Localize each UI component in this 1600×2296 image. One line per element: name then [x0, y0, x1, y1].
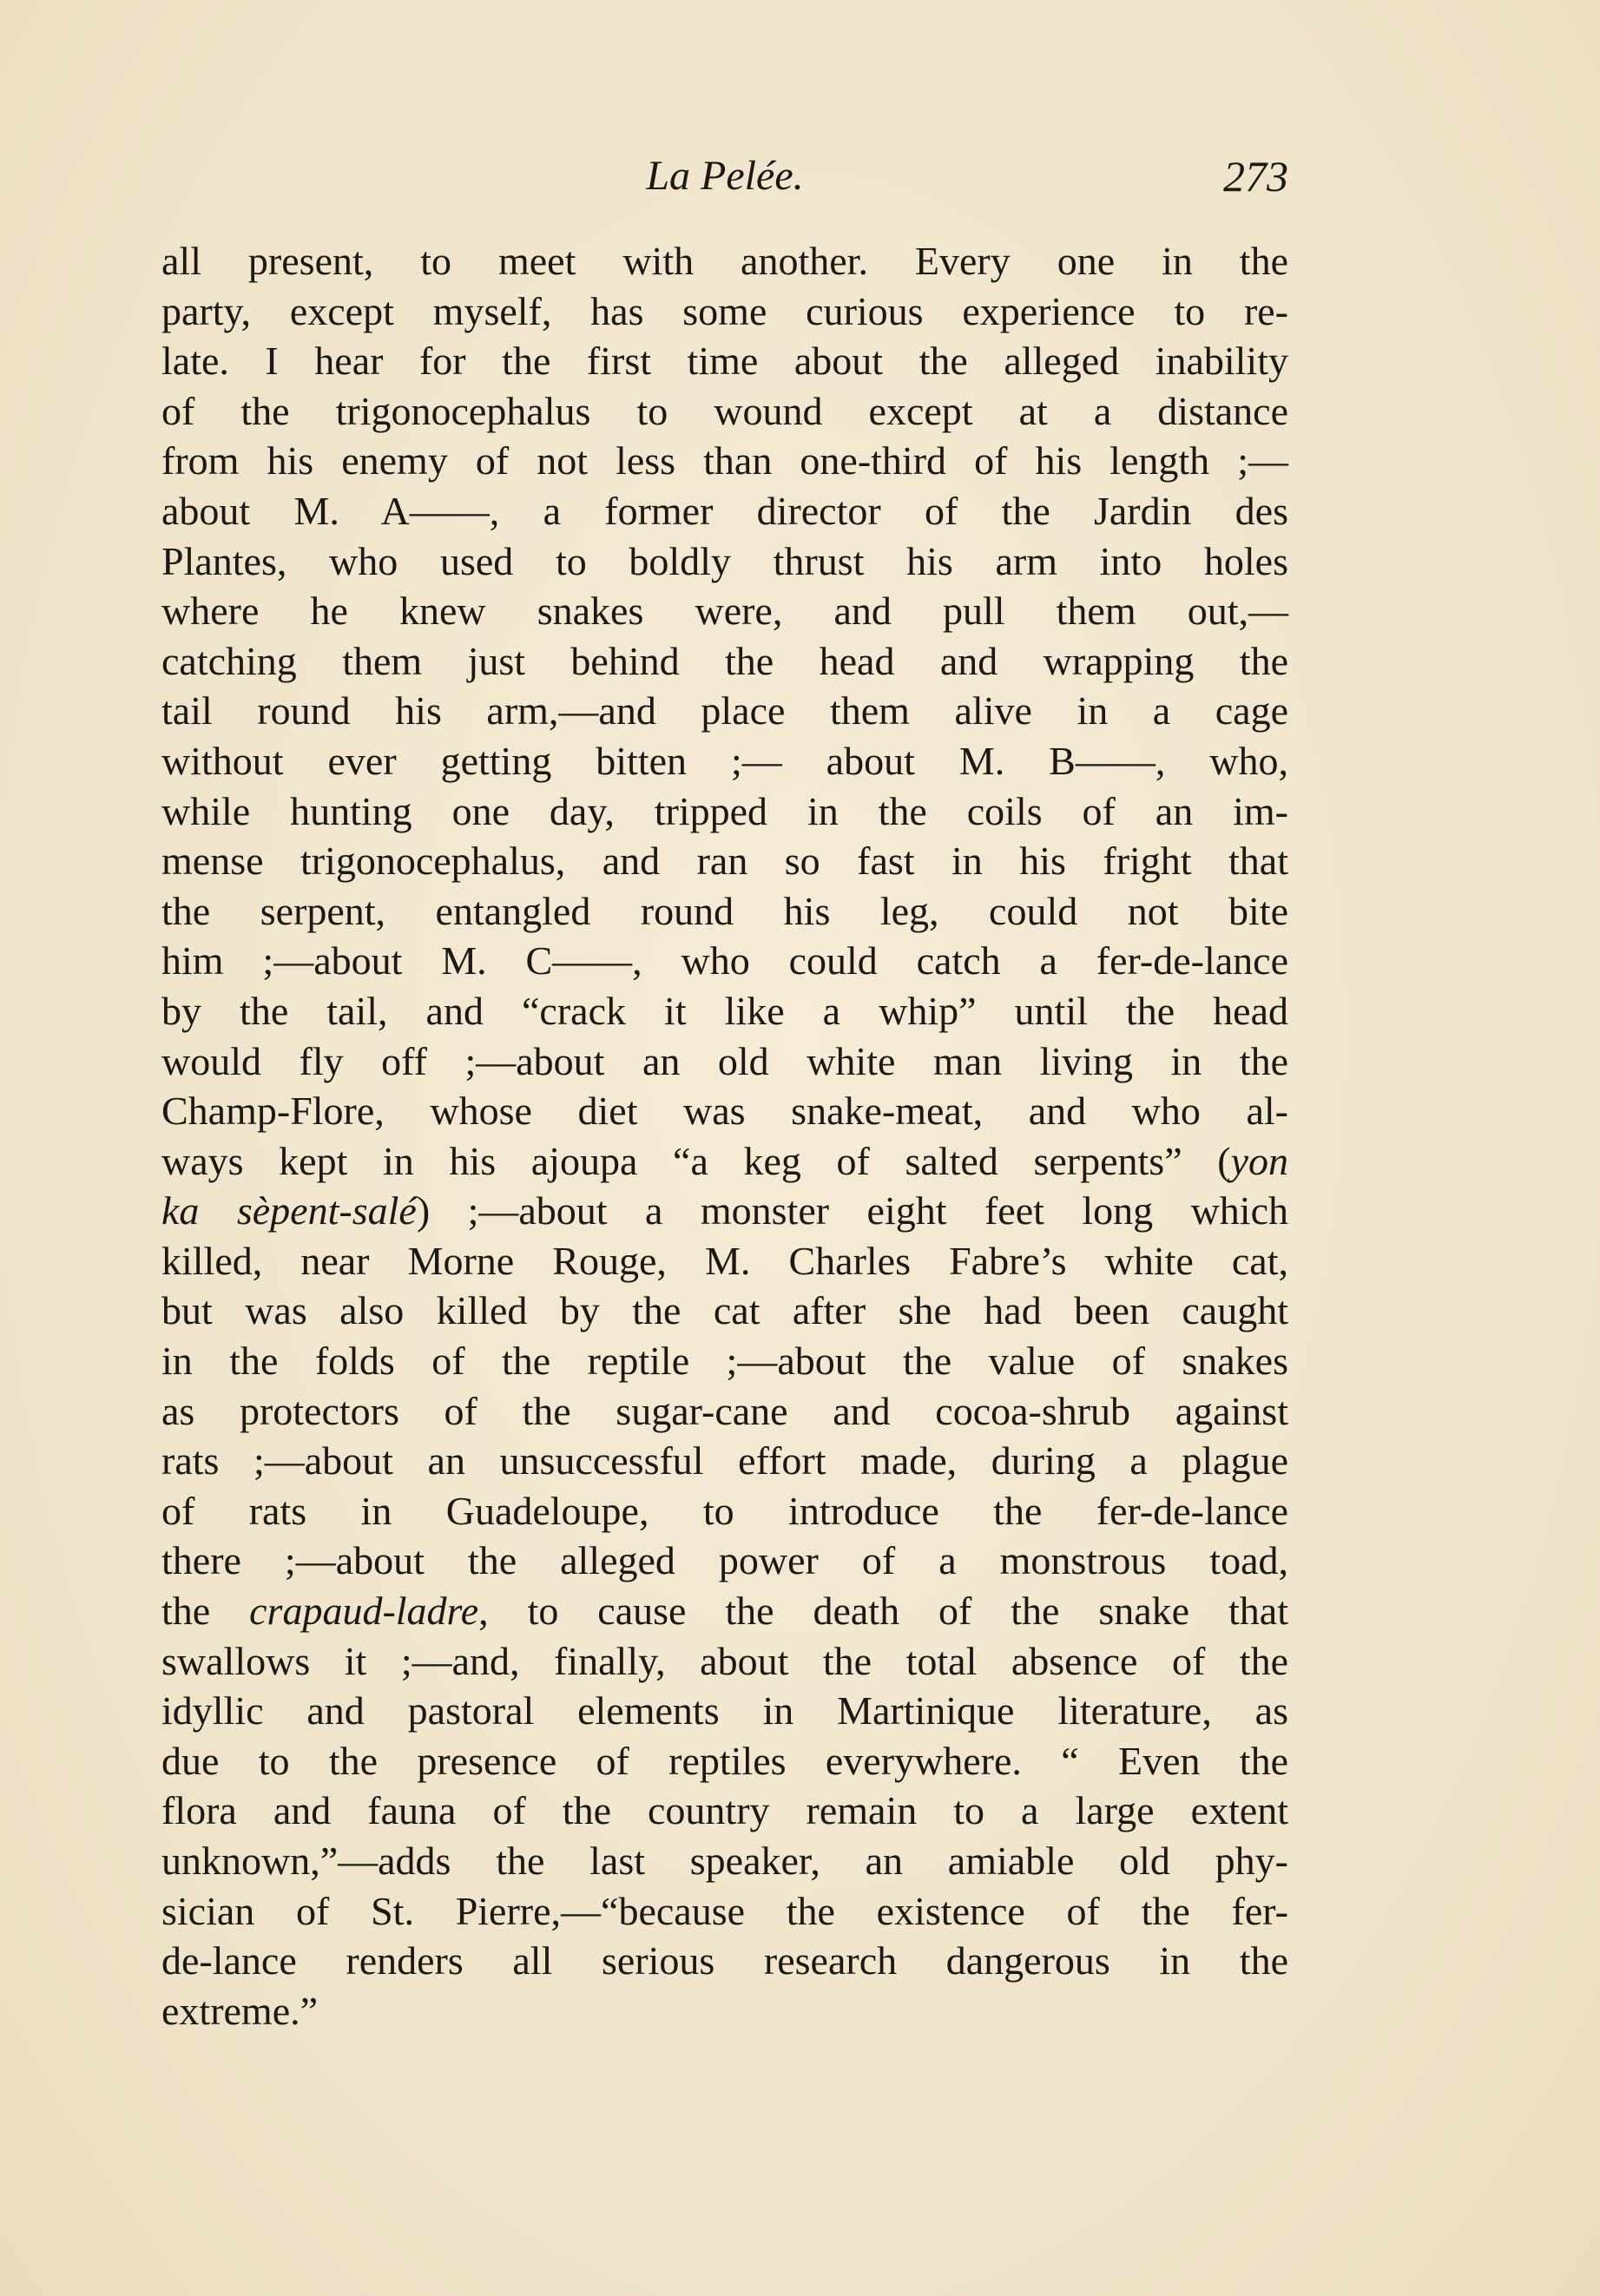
text-line: [161, 1436, 1288, 1486]
text-line: [161, 586, 1288, 636]
text-segment: while hunting one day, tripped in the coils of an im-: [161, 788, 1288, 833]
text-segment: as protectors of the sugar-cane and cocoa-shrub against: [161, 1388, 1288, 1433]
text-segment: de-lance renders all serious research dangerous in the: [161, 1938, 1288, 1984]
text-line: [161, 1736, 1288, 1786]
text-line: [161, 1836, 1288, 1886]
text-line: [161, 1486, 1288, 1536]
text-line: [161, 1786, 1288, 1836]
text-segment: there ;—about the alleged power of a monstrous toad,: [161, 1538, 1288, 1583]
text-line: [161, 1936, 1288, 1986]
text-segment: swallows it ;—and, finally, about the total absence of the: [161, 1638, 1288, 1683]
text-segment: catching them just behind the head and wrapping the: [161, 638, 1288, 683]
text-line: [161, 936, 1288, 986]
text-segment: extreme.”: [161, 1988, 319, 2033]
text-segment: all present, to meet with another. Every one in the: [161, 239, 1288, 283]
text-segment: ways kept in his ajoupa “a keg of salted serpents” (: [161, 1138, 1231, 1183]
text-line: [161, 1336, 1288, 1386]
text-line: [161, 736, 1288, 786]
text-line: [161, 1186, 1288, 1236]
text-line: [161, 1886, 1288, 1937]
text-line: [161, 1686, 1288, 1736]
text-line: [161, 536, 1288, 587]
text-segment: Plantes, who used to boldly thrust his arm into holes: [161, 538, 1288, 583]
text-segment: of the trigonocephalus to wound except at a distance: [161, 388, 1288, 433]
text-line: [161, 1236, 1288, 1286]
text-line: [161, 486, 1288, 536]
text-segment: about M. A——, a former director of the Jardin des: [161, 488, 1288, 533]
text-line: [161, 786, 1288, 837]
text-segment: by the tail, and “crack it like a whip” until the head: [161, 988, 1288, 1033]
text-line: [161, 636, 1288, 687]
text-line: [161, 1986, 1288, 2036]
italic-text: crapaud-ladre: [249, 1589, 479, 1634]
italic-text: yon: [1230, 1138, 1288, 1183]
text-segment: due to the presence of reptiles everywhere. “ Even the: [161, 1738, 1288, 1783]
text-line: [161, 1286, 1288, 1336]
text-line: [161, 386, 1288, 437]
text-segment: flora and fauna of the country remain to a large extent: [161, 1788, 1288, 1833]
text-line: [161, 886, 1288, 937]
text-segment: late. I hear for the first time about the alleged inability: [161, 339, 1288, 384]
text-line: [161, 1086, 1288, 1136]
text-segment: the serpent, entangled round his leg, could not bite: [161, 888, 1288, 933]
text-segment: party, except myself, has some curious experience to re-: [161, 288, 1288, 333]
text-line: [161, 336, 1288, 386]
body-text: [161, 236, 1288, 2036]
text-segment: would fly off ;—about an old white man living in the: [161, 1038, 1288, 1083]
text-segment: in the folds of the reptile ;—about the value of snakes: [161, 1339, 1288, 1384]
text-segment: rats ;—about an unsuccessful effort made, during a plague: [161, 1438, 1288, 1484]
text-segment: , to cause the death of the snake that: [478, 1589, 1288, 1634]
text-line: [161, 836, 1288, 886]
text-segment: without ever getting bitten ;— about M. B——, who,: [161, 738, 1288, 783]
running-head: [161, 146, 1288, 207]
text-line: [161, 436, 1288, 486]
text-line: [161, 1586, 1288, 1636]
text-line: [161, 1036, 1288, 1087]
text-line: [161, 686, 1288, 736]
text-line: [161, 1536, 1288, 1586]
text-line: [161, 1386, 1288, 1437]
text-line: [161, 986, 1288, 1036]
page-number: 273: [1223, 152, 1288, 201]
text-segment: of rats in Guadeloupe, to introduce the fer-de-lance: [161, 1488, 1288, 1533]
text-line: [161, 1136, 1288, 1187]
text-line: [161, 1636, 1288, 1687]
text-segment: tail round his arm,—and place them alive in a cage: [161, 688, 1288, 734]
italic-text: ka sèpent-salé: [161, 1188, 417, 1234]
running-title: La Pelée.: [646, 153, 804, 199]
text-segment: where he knew snakes were, and pull them out,—: [161, 589, 1288, 634]
text-segment: Champ-Flore, whose diet was snake-meat, and who al-: [161, 1089, 1288, 1134]
text-segment: but was also killed by the cat after she had been caught: [161, 1288, 1288, 1333]
text-segment: from his enemy of not less than one-third of his length ;—: [161, 438, 1288, 484]
text-segment: sician of St. Pierre,—“because the existence of the fer-: [161, 1888, 1288, 1933]
text-segment: mense trigonocephalus, and ran so fast in his fright that: [161, 839, 1288, 884]
text-line: [161, 236, 1288, 286]
text-segment: the: [161, 1589, 250, 1634]
text-segment: ) ;—about a monster eight feet long which: [416, 1188, 1288, 1234]
text-segment: him ;—about M. C——, who could catch a fer-de-lance: [161, 938, 1288, 984]
text-segment: unknown,”—adds the last speaker, an amiable old phy-: [161, 1839, 1288, 1883]
text-line: [161, 286, 1288, 337]
text-segment: killed, near Morne Rouge, M. Charles Fabre’s white cat,: [161, 1238, 1288, 1283]
text-segment: idyllic and pastoral elements in Martinique literature, as: [161, 1688, 1288, 1734]
